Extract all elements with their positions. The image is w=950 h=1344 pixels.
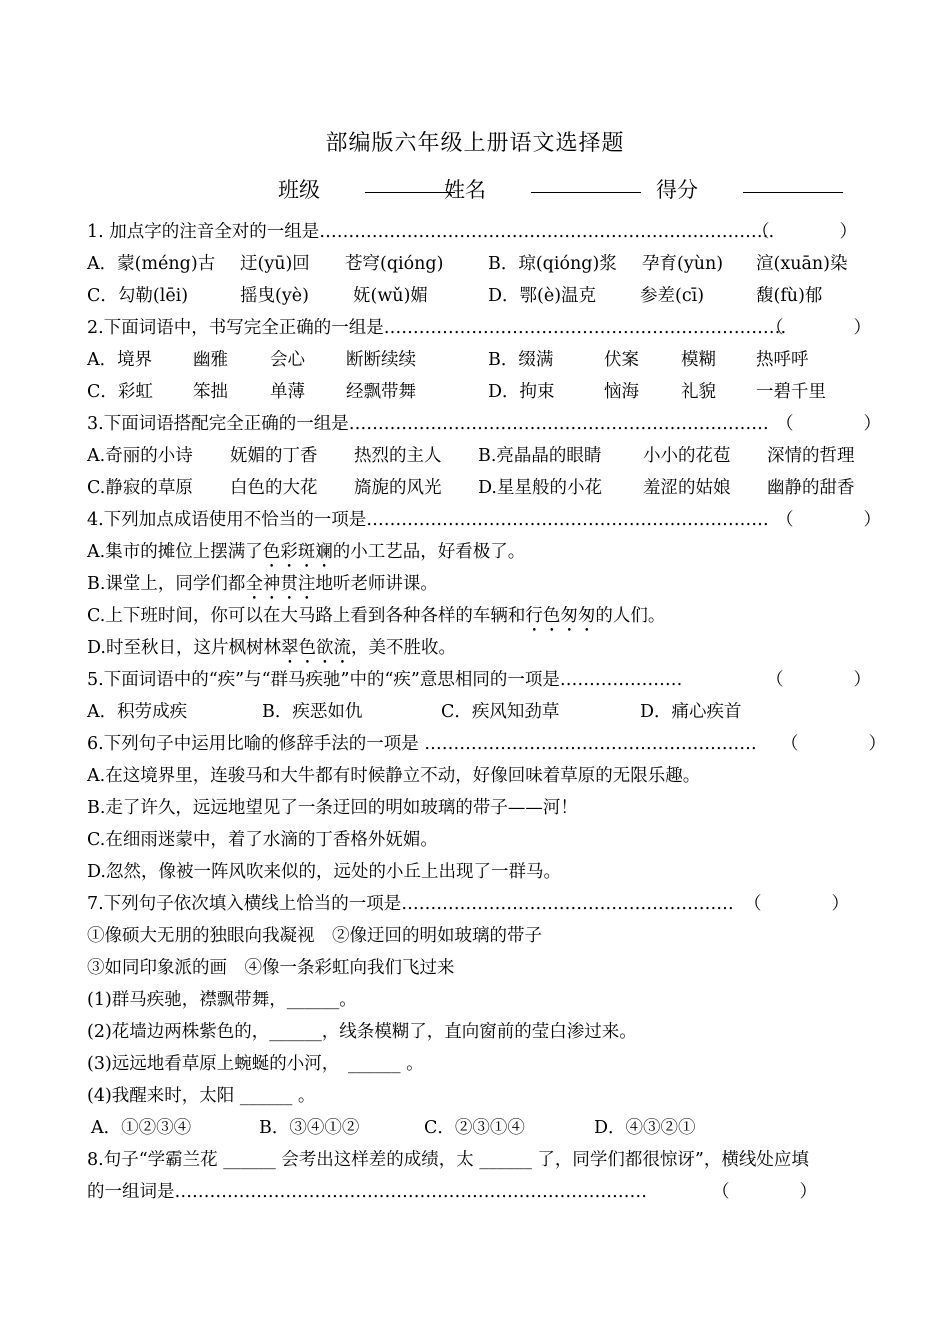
question-1-stem: 1. 加点字的注音全对的一组是…………………………………………………………………… <box>87 222 775 242</box>
name-field[interactable] <box>444 174 486 204</box>
option-d[interactable]: D.忽然，像被一阵风吹来似的，远处的小丘上出现了一群马。 <box>87 862 561 882</box>
option-a-word-2: 迂(yū)回 <box>240 254 310 274</box>
question-3-row-2 <box>87 474 950 500</box>
word: 旖旎的风光 <box>354 478 442 498</box>
question-2-row-2 <box>87 378 950 404</box>
answer-paren-2[interactable]: （ ） <box>766 318 871 338</box>
fill-sentence-2: (2)花墙边两株紫色的，______，线条模糊了，直向窗前的莹白渗过来。 <box>87 1022 637 1042</box>
option-c[interactable]: C．疾风知劲草 <box>441 702 560 722</box>
option-a[interactable]: A.奇丽的小诗 <box>87 446 193 466</box>
name-label: 姓名 <box>444 178 486 202</box>
fill-sentence-1: (1)群马疾驰，襟飘带舞，______。 <box>87 990 357 1010</box>
question-1-row-1 <box>87 250 950 276</box>
option-c[interactable]: C．勾勒(lēi) <box>87 286 189 306</box>
word: 幽静的甜香 <box>767 478 855 498</box>
option-d[interactable]: D.时至秋日，这片枫树林翠色欲流，美不胜收。 <box>87 638 456 658</box>
word: 一碧千里 <box>756 382 826 402</box>
word: 深情的哲理 <box>767 446 855 466</box>
class-field[interactable] <box>278 174 320 204</box>
word: 白色的大花 <box>230 478 318 498</box>
class-blank[interactable] <box>365 174 455 193</box>
word: 热呼呼 <box>756 350 809 370</box>
question-7-options <box>87 1114 950 1140</box>
option-b[interactable]: B．③④①② <box>259 1118 360 1138</box>
option-d[interactable]: D．④③②① <box>594 1118 696 1138</box>
fill-sentence-4: (4)我醒来时，太阳 ______ 。 <box>87 1086 316 1106</box>
option-c[interactable]: C.在细雨迷蒙中，着了水滴的丁香格外妩媚。 <box>87 830 438 850</box>
question-5-options <box>87 698 950 724</box>
question-8-stem-cont: 的一组词是……………………………………………………………………… <box>87 1182 647 1202</box>
option-a[interactable]: A．蒙(méng)古 <box>87 254 216 274</box>
class-label: 班级 <box>278 178 320 202</box>
option-c[interactable]: C.上下班时间，你可以在大马路上看到各种各样的车辆和行色匆匆的人们。 <box>87 606 666 626</box>
fill-sentence-3: (3)远远地看草原上蜿蜒的小河， ______ 。 <box>87 1054 424 1074</box>
phrase-list-1: ①像硕大无朋的独眼向我凝视 ②像迂回的明如玻璃的带子 <box>87 926 542 946</box>
option-a[interactable]: A．①②③④ <box>91 1118 192 1138</box>
score-label: 得分 <box>656 178 698 202</box>
option-a[interactable]: A．境界 <box>87 350 153 370</box>
option-a[interactable]: A.在这境界里，连骏马和大牛都有时候静立不动，好像回味着草原的无限乐趣。 <box>87 766 701 786</box>
word: 单薄 <box>270 382 305 402</box>
question-2-row-1 <box>87 346 950 372</box>
question-4-stem: 4.下列加点成语使用不恰当的一项是…………………………………………………………… <box>87 510 769 530</box>
word: 模糊 <box>681 350 716 370</box>
option-a-word-3: 苍穹(qióng) <box>345 254 444 274</box>
question-8-stem: 8.句子“学霸兰花 ______ 会考出这样差的成绩，太 ______ 了，同学们都很惊讶”，横线处应填 <box>87 1150 809 1170</box>
option-b[interactable]: B.课堂上，同学们都全神贯注地听老师讲课。 <box>87 574 438 594</box>
option-d-word-2: 参差(cī) <box>640 286 705 306</box>
option-d-word-3: 馥(fù)郁 <box>756 286 823 306</box>
word: 笨拙 <box>193 382 228 402</box>
dotted-idiom: 全神贯注 <box>245 574 316 594</box>
score-blank[interactable] <box>743 174 843 193</box>
word: 会心 <box>270 350 305 370</box>
question-7-stem: 7.下列句子依次填入横线上恰当的一项是………………………………………………… <box>87 894 734 914</box>
option-d[interactable]: D．鄂(è)温克 <box>488 286 597 306</box>
question-2-stem: 2.下面词语中，书写完全正确的一组是…………………………………………………………… <box>87 318 787 338</box>
option-b[interactable]: B.走了许久，远远地望见了一条迂回的明如玻璃的带子——河！ <box>87 798 578 818</box>
option-b[interactable]: B．琼(qióng)浆 <box>488 254 617 274</box>
option-b[interactable]: B.亮晶晶的眼睛 <box>478 446 602 466</box>
answer-paren-6[interactable]: （ ） <box>781 734 886 754</box>
word: 经飘带舞 <box>346 382 416 402</box>
word: 热烈的主人 <box>354 446 442 466</box>
word: 妩媚的丁香 <box>230 446 318 466</box>
option-c[interactable]: C．②③①④ <box>424 1118 525 1138</box>
word: 伏案 <box>604 350 639 370</box>
option-d[interactable]: D.星星般的小花 <box>478 478 602 498</box>
question-1-row-2 <box>87 282 950 308</box>
option-b-word-3: 渲(xuān)染 <box>756 254 848 274</box>
question-3-stem: 3.下面词语搭配完全正确的一组是……………………………………………………………… <box>87 414 769 434</box>
answer-paren-3[interactable]: （ ） <box>776 414 881 434</box>
word: 恼海 <box>604 382 639 402</box>
word: 礼貌 <box>681 382 716 402</box>
page-title: 部编版六年级上册语文选择题 <box>325 131 625 156</box>
option-b-word-2: 孕育(yùn) <box>642 254 724 274</box>
option-c-word-2: 摇曳(yè) <box>240 286 309 306</box>
option-a[interactable]: A.集市的摊位上摆满了色彩斑斓的小工艺品，好看极了。 <box>87 542 526 562</box>
option-a[interactable]: A．积劳成疾 <box>87 702 188 722</box>
question-5-stem: 5.下面词语中的“疾”与“群马疾驰”中的“疾”意思相同的一项是………………… <box>87 670 683 690</box>
word: 羞涩的姑娘 <box>643 478 731 498</box>
dotted-idiom: 行色匆匆 <box>525 606 596 626</box>
answer-paren-1[interactable]: （ ） <box>752 222 857 242</box>
answer-paren-7[interactable]: （ ） <box>744 894 849 914</box>
option-b[interactable]: B．缀满 <box>488 350 554 370</box>
dotted-idiom: 色彩斑斓 <box>262 542 333 562</box>
name-blank[interactable] <box>531 174 641 193</box>
word: 小小的花苞 <box>643 446 731 466</box>
question-3-row-1 <box>87 442 950 468</box>
answer-paren-4[interactable]: （ ） <box>776 510 881 530</box>
option-b[interactable]: B．疾恶如仇 <box>262 702 363 722</box>
dotted-idiom: 翠色欲流 <box>280 638 351 658</box>
option-c[interactable]: C．彩虹 <box>87 382 153 402</box>
score-field[interactable] <box>656 174 698 204</box>
question-6-stem: 6.下列句子中运用比喻的修辞手法的一项是 ………………………………………………… <box>87 734 757 754</box>
word: 幽雅 <box>193 350 228 370</box>
answer-paren-8[interactable]: （ ） <box>712 1182 817 1202</box>
phrase-list-2: ③如同印象派的画 ④像一条彩虹向我们飞过来 <box>87 958 455 978</box>
answer-paren-5[interactable]: （ ） <box>766 670 871 690</box>
option-d[interactable]: D．拘束 <box>488 382 555 402</box>
word: 断断续续 <box>346 350 416 370</box>
option-c-word-3: 妩(wǔ)媚 <box>353 286 428 306</box>
option-d[interactable]: D．痛心疾首 <box>640 702 742 722</box>
option-c[interactable]: C.静寂的草原 <box>87 478 193 498</box>
